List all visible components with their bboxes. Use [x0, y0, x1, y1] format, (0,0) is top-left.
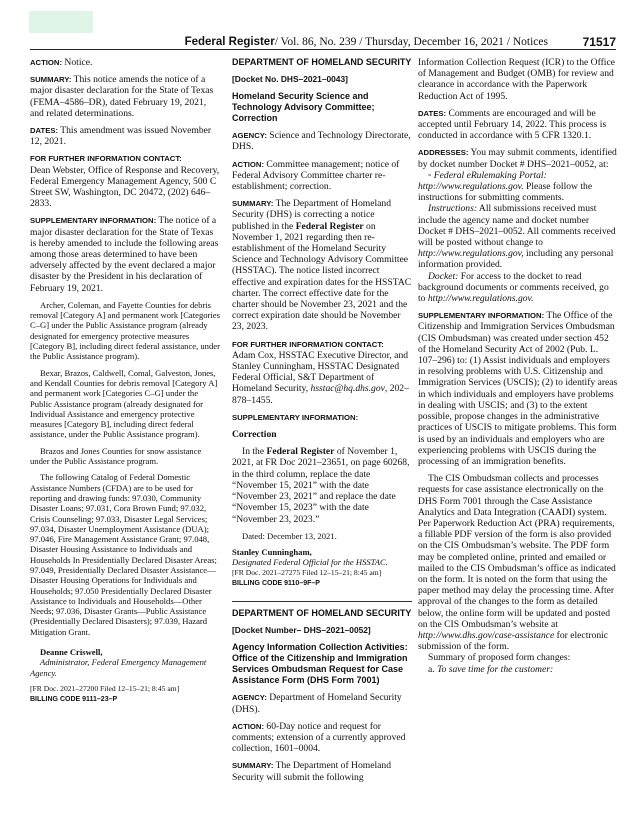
page-number: 71517 [582, 35, 616, 49]
summary-label: SUMMARY: [232, 761, 274, 771]
paragraph: for electronic submission of the form. [418, 629, 609, 653]
portal-link[interactable]: ◦ Federal eRulemaking Portal: http://www.regulations.gov. [418, 169, 547, 193]
summary-label: SUMMARY: [30, 75, 72, 85]
docket-label: Docket: [428, 270, 459, 282]
journal-name: Federal Register [184, 36, 275, 48]
column-2 [232, 57, 412, 822]
paragraph: The following Catalog of Federal Domestic Assistance Numbers (CFDA) are to be used for reporting and drawing funds: 97.030, Community Disaster Loans; 97.031, Cora Brown Fund; 97.032, Crisis Counseling; 97.033, Disaster Legal Services; 97.034, Disaster Unemployment Assistance (DUA); 97.046, Fire Management Assistance Grant; 97.048, Disaster Housing Assistance to Individuals and Households In Presidentially Declared Disaster Areas; 97.049, Presidentially Declared Disaster Assistance— Disaster Housing Operations for Individuals and Households; 97.050 Presidentially Declared Disaster Assistance to Individuals and Households—Other Needs; 97.036, Disaster Grants—Public Assistance (Presidentially Declared Disasters); 97.039, Hazard Mitigation Grant. [30, 472, 217, 637]
paragraph: The CIS Ombudsman collects and processes requests for case assistance electronically on the DHS Form 7001 through the Case Assistance Analytics and Data Integration (CAADI) system. Per Paperwork Reduction Act (PRA) requirements, a fillable PDF version of the form is also provided on the CIS Ombudsman’s website. The PDF form may be completed online, printed and emailed or mailed to the CIS Ombudsman’s office as indicated on the form. It is noted on the form that using the paper method may delay the processing time. After approval of the changes to the form as detailed below, the online form will be updated and posted on the CIS Ombudsman’s website at [418, 473, 616, 630]
instructions-label: Instructions: [428, 203, 478, 215]
supp-label: SUPPLEMENTARY INFORMATION: [232, 412, 359, 422]
billing-code: BILLING CODE 9110–9F–P [232, 579, 320, 587]
portal-text: Please follow the instructions for submitting comments. [418, 181, 593, 204]
action-text: Notice. [62, 57, 93, 68]
signer-title: Designated Federal Official for the HSSTAC. [232, 557, 388, 568]
dates-label: DATES: [30, 126, 59, 136]
supp-text: The notice of a major disaster declaration for the State of Texas is hereby amended to include the following areas among those areas determined to have been adversely affected by the event declared a major disaster by the President in his declaration of February 19, 2021. [30, 215, 219, 294]
summary-text: This notice amends the notice of a major disaster declaration for the State of Texas (FEMA–4586–DR), dated February 19, 2021, and related determinations. [30, 74, 214, 119]
summary-text: The Department of Homeland Security will submit the following [232, 760, 391, 783]
action-text: 60-Day notice and request for comments; extension of a currently approved collection, 1601–0004. [232, 720, 406, 755]
action-text: Committee management; notice of Federal Advisory Committee charter re-establishment; correction. [232, 158, 400, 193]
agency-label: AGENCY: [232, 693, 267, 703]
dates-text: This amendment was issued November 12, 2021. [30, 125, 212, 148]
list-marker: a. [428, 663, 438, 675]
docket-number: [Docket Number– DHS–2021–0052] [232, 625, 371, 636]
instructions-text: including any personal information provided. [418, 248, 614, 271]
supp-label: SUPPLEMENTARY INFORMATION: [30, 216, 157, 226]
docket-number: [Docket No. DHS–2021–0043] [232, 74, 348, 84]
notice-title: Homeland Security Science and Technology Advisory Committee; Correction [232, 91, 375, 124]
summary-label: SUMMARY: [232, 199, 274, 209]
regulations-link[interactable]: http://www.regulations.gov, [418, 248, 524, 260]
fr-ref: Federal Register [266, 446, 335, 458]
dated: Dated: December 13, 2021. [242, 530, 337, 541]
agency-label: AGENCY: [232, 131, 267, 141]
signer-name: Stanley Cunningham, [232, 547, 312, 557]
dates-text: Comments are encouraged and will be accepted until February 14, 2022. This process is conducted in accordance with 5 CFR 1320.1. [418, 107, 607, 142]
paragraph: Summary of proposed form changes: [428, 652, 571, 664]
contact-phone: , 202–878–1455. [232, 383, 409, 406]
summary-text: The Department of Homeland Security (DHS) is correcting a notice published in the [232, 198, 391, 232]
instructions-text: All submissions received must include the agency name and docket number Docket # DHS–2021–0052. All comments received will be posted without change to [418, 203, 616, 249]
page-header [30, 33, 616, 50]
billing-code: BILLING CODE 9111–23–P [30, 696, 118, 704]
agency-text: Science and Technology Directorate, DHS. [232, 130, 411, 153]
correction-text: of November 1, 2021, at FR Doc 2021–23651, on page 60268, in the third column, replace the date “November 15, 2021” with the date “November 23, 2021” and replace the date “November 15, 2023” with the date “November 23, 2023.” [232, 446, 410, 525]
action-label: ACTION: [232, 159, 265, 169]
signer-name: Deanne Criswell, [40, 647, 103, 658]
regulations-link[interactable]: http://www.regulations.gov. [427, 293, 534, 305]
paragraph: Information Collection Request (ICR) to the Office of Management and Budget (OMB) for review and clearance in accordance with the Paperwork Reduction Act of 1995. [418, 57, 615, 102]
paragraph: Archer, Coleman, and Fayette Counties for debris removal [Category A] and permanent work [Categories C–G] under the Public Assistance program (already designated for emergency protective measures [Category B], including direct federal assistance, under the Public Assistance program). [30, 299, 220, 362]
signer-title: Administrator, Federal Emergency Management Agency. [30, 657, 207, 678]
running-head [185, 36, 548, 48]
contact-label: FOR FURTHER INFORMATION CONTACT: [232, 339, 384, 349]
fr-ref: Federal Register [295, 220, 364, 232]
action-label: ACTION: [30, 58, 63, 67]
agency-heading: DEPARTMENT OF HOMELAND SECURITY [232, 57, 412, 67]
action-label: ACTION: [232, 721, 265, 731]
correction-text: In the [242, 446, 267, 458]
addresses-label: ADDRESSES: [418, 148, 469, 158]
addresses-text: You may submit comments, identified by docket number Docket # DHS–2021–0052, at: [418, 147, 617, 170]
contact-text: Adam Cox, HSSTAC Executive Director, and Stanley Cunningham, HSSTAC Designated Federal Official, S&T Department of Homeland Security, [232, 349, 409, 395]
case-assistance-link[interactable]: http://www.dhs.gov/case-assistance [418, 629, 555, 641]
column-1 [30, 57, 222, 822]
fr-doc: [FR Doc. 2021–27275 Filed 12–15–21; 8:45 am] [232, 567, 382, 577]
fr-doc: [FR Doc. 2021–27200 Filed 12–15–21; 8:45 am] [30, 683, 180, 693]
contact-label: FOR FURTHER INFORMATION CONTACT: [30, 154, 182, 164]
correction-heading: Correction [232, 429, 277, 441]
agency-text: Department of Homeland Security (DHS). [232, 692, 402, 715]
paragraph: Brazos and Jones Counties for snow assistance under the Public Assistance program. [30, 445, 202, 467]
supp-text: The Office of the Citizenship and Immigration Services Ombudsman (CIS Ombudsman) was created under section 452 of the Homeland Security Act of 2002 (Pub. L. 107–296) to: (1) Assist individuals and employers in resolving problems with U.S. Citizenship and Immigration Services (USCIS); (2) to identify areas in which individuals and employers have problems in dealing with USCIS; and (3) to the extent possible, propose changes in the administrative practices of USCIS to mitigate problems. This form is used by an individuals and employers who are experiencing problems with USCIS during the processing of an immigration benefits. [418, 310, 618, 467]
summary-text: on November 1, 2021 regarding then re-establishment of the Homeland Security Science and Technology Advisory Committee (HSSTAC). The notice listed incorrect effective and expiration dates for the HSSTAC charter. The correct effective date for the charter should be November 23, 2021 and the correct expiration date should be November 23, 2023. [232, 220, 412, 333]
supp-label: SUPPLEMENTARY INFORMATION: [418, 311, 545, 321]
divider [232, 601, 412, 602]
dates-label: DATES: [418, 108, 447, 118]
notice-title: Agency Information Collection Activities: Office of the Citizenship and Immigration Services Ombudsman Request for Case Assistance Form (DHS Form 7001) [232, 642, 408, 686]
highlight-tag [29, 11, 93, 33]
column-3 [418, 57, 618, 822]
list-text: To save time for the customer: [437, 663, 554, 675]
agency-heading: DEPARTMENT OF HOMELAND SECURITY [232, 608, 412, 619]
contact-text: Dean Webster, Office of Response and Recovery, Federal Emergency Management Agency, 500 C Street SW, Washington, DC 20472, (202) 646–2833. [30, 164, 220, 210]
issue-meta: / Vol. 86, No. 239 / Thursday, December 16, 2021 / Notices [274, 36, 548, 48]
contact-email: hsstac@hq.dhs.gov [310, 383, 385, 395]
paragraph: Bexar, Brazos, Caldwell, Comal, Galveston, Jones, and Kendall Counties for debris removal [Category A] and permanent work [Categories C–G] under the Public Assistance program (already designated for Individual Assistance and emergency protective measures [Category B], including direct federal assistance, under the Public Assistance program). [30, 367, 218, 440]
docket-text: For access to the docket to read background documents or comments received, go to [418, 270, 609, 305]
